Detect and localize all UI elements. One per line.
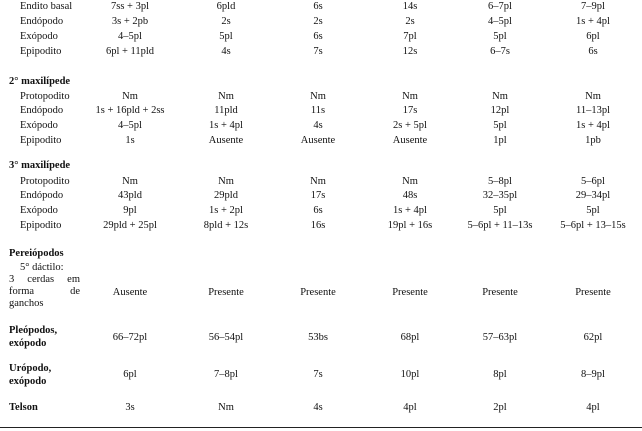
row-label: Epipodito <box>20 135 62 146</box>
table-cell: 48s <box>402 190 418 201</box>
table-cell: Presente <box>392 287 428 298</box>
table-row <box>0 119 642 133</box>
table-row <box>0 331 642 345</box>
table-cell: 43pld <box>118 190 142 201</box>
table-cell: 6s <box>313 31 323 42</box>
table-cell: Ausente <box>300 135 336 146</box>
table-cell: 8pl <box>493 369 507 380</box>
table-cell: 7–8pl <box>214 369 238 380</box>
table-row <box>0 30 642 44</box>
table-cell: 8pld + 12s <box>203 220 249 231</box>
table-cell: 5pl <box>586 205 600 216</box>
table-cell: 10pl <box>400 369 420 380</box>
section-heading-row <box>0 247 642 261</box>
row-label: Endito basal <box>20 1 73 12</box>
table-cell: Ausente <box>112 287 148 298</box>
table-row <box>0 286 642 300</box>
section-title: 3° maxilípede <box>9 160 71 171</box>
table-row <box>0 134 642 148</box>
word: 3 <box>9 274 15 285</box>
table-cell: Nm <box>310 176 326 187</box>
word: de <box>70 286 80 297</box>
table-cell: Nm <box>402 176 418 187</box>
table-cell: Presente <box>575 287 611 298</box>
table-cell: 5pl <box>219 31 233 42</box>
table-cell: 6–7s <box>490 46 510 57</box>
table-cell: 6pld <box>216 1 236 12</box>
table-cell: 57–63pl <box>482 332 518 343</box>
table-cell: 1s + 4pl <box>393 205 427 216</box>
section-title: Telson <box>9 402 38 413</box>
row-label: Endópodo <box>20 16 64 27</box>
row-label: Protopodito <box>20 91 70 102</box>
row-label: Endópodo <box>20 190 64 201</box>
table-cell: 1s <box>125 135 135 146</box>
title-line: Pleópodos, <box>9 325 58 336</box>
table-cell: 11–13pl <box>575 105 611 116</box>
table-cell: 1pb <box>585 135 601 146</box>
table-cell: Nm <box>310 91 326 102</box>
table-cell: 53bs <box>308 332 328 343</box>
table-row <box>0 368 642 382</box>
table-cell: 7pl <box>403 31 417 42</box>
table-cell: Nm <box>218 91 234 102</box>
table-cell: Nm <box>492 91 508 102</box>
row-label: Protopodito <box>20 176 70 187</box>
table-cell: 7ss + 3pl <box>110 1 149 12</box>
table-row <box>0 45 642 59</box>
table-cell: 3s + 2pb <box>111 16 149 27</box>
table-cell: 68pl <box>400 332 420 343</box>
table-cell: Nm <box>402 91 418 102</box>
table-cell: 29–34pl <box>575 190 611 201</box>
table-cell: 6s <box>313 1 323 12</box>
row-label: Exópodo <box>20 120 58 131</box>
table-cell: Presente <box>208 287 244 298</box>
table-cell: 19pl + 16s <box>387 220 433 231</box>
table-cell: 2s <box>221 16 231 27</box>
table-cell: Nm <box>585 91 601 102</box>
table-row <box>0 219 642 233</box>
table-cell: 16s <box>310 220 326 231</box>
table-bottom-rule <box>0 427 642 428</box>
row-label: Endópodo <box>20 105 64 116</box>
table-cell: 66–72pl <box>112 332 148 343</box>
table-cell: 1s + 2pl <box>209 205 243 216</box>
table-cell: 2s + 5pl <box>393 120 427 131</box>
section-title: Pereiópodos <box>9 248 64 259</box>
table-cell: 5pl <box>493 120 507 131</box>
table-row <box>0 90 642 104</box>
table-cell: 6pl <box>586 31 600 42</box>
table-cell: 6pl <box>123 369 137 380</box>
row-label: Exópodo <box>20 31 58 42</box>
table-row <box>0 175 642 189</box>
table-cell: 6pl + 11pld <box>105 46 155 57</box>
table-cell: 2s <box>405 16 415 27</box>
section-title: 2° maxilípede <box>9 76 71 87</box>
table-cell: 3s <box>125 402 135 413</box>
row-label: Epipodito <box>20 220 62 231</box>
table-cell: 6s <box>588 46 598 57</box>
table-cell: Nm <box>122 91 138 102</box>
table-cell: 5–8pl <box>488 176 512 187</box>
word: cerdas <box>27 274 55 285</box>
table-row <box>0 15 642 29</box>
table-cell: 5pl <box>493 205 507 216</box>
table-cell: 2s <box>313 16 323 27</box>
table-cell: 62pl <box>583 332 603 343</box>
table-cell: 12pl <box>490 105 510 116</box>
table-cell: 5pl <box>493 31 507 42</box>
table-cell: Ausente <box>208 135 244 146</box>
table-cell: 32–35pl <box>482 190 518 201</box>
table-cell: 17s <box>310 190 326 201</box>
table-row <box>0 0 642 14</box>
table-cell: 11s <box>310 105 326 116</box>
table-cell: 1pl <box>493 135 507 146</box>
table-cell: 1s + 4pl <box>209 120 243 131</box>
table-cell: 4s <box>313 120 323 131</box>
word: em <box>67 274 80 285</box>
table-cell: Nm <box>218 176 234 187</box>
table-cell: 1s + 16pld + 2ss <box>95 105 165 116</box>
table-cell: 4s <box>221 46 231 57</box>
table-cell: Ausente <box>392 135 428 146</box>
table-cell: 6s <box>313 205 323 216</box>
table-cell: 17s <box>402 105 418 116</box>
table-row <box>0 401 642 415</box>
table-cell: 29pld + 25pl <box>103 220 157 231</box>
table-cell: 4–5pl <box>118 120 142 131</box>
table-cell: 6–7pl <box>488 1 512 12</box>
table-cell: 29pld <box>214 190 238 201</box>
table-cell: Presente <box>482 287 518 298</box>
word: forma <box>9 286 35 297</box>
section-heading-row <box>0 159 642 173</box>
row-label: Epipodito <box>20 46 62 57</box>
table-cell: 5–6pl + 13–15s <box>560 220 626 231</box>
table-cell: 5–6pl + 11–13s <box>467 220 533 231</box>
table-row <box>0 104 642 118</box>
table-cell: 4s <box>313 402 323 413</box>
table-cell: 4pl <box>586 402 600 413</box>
table-cell: 8–9pl <box>581 369 605 380</box>
title-line: exópodo <box>9 338 47 349</box>
title-line: Urópodo, <box>9 363 52 374</box>
table-cell: 11pld <box>214 105 238 116</box>
table-cell: Nm <box>122 176 138 187</box>
table-cell: 4–5pl <box>488 16 512 27</box>
sub-label: 5° dáctilo: <box>20 262 64 273</box>
table-cell: 1s + 4pl <box>576 16 610 27</box>
table-cell: 7–9pl <box>581 1 605 12</box>
table-cell: 56–54pl <box>208 332 244 343</box>
table-cell: 7s <box>313 46 323 57</box>
table-cell: Presente <box>300 287 336 298</box>
row-label: Exópodo <box>20 205 58 216</box>
sub-label-justified <box>9 274 80 286</box>
table-cell: 7s <box>313 369 323 380</box>
table-cell: 12s <box>402 46 418 57</box>
table-cell: 1s + 4pl <box>576 120 610 131</box>
table-cell: 14s <box>402 1 418 12</box>
table-row <box>0 204 642 218</box>
table-cell: 5–6pl <box>581 176 605 187</box>
title-line: exópodo <box>9 376 47 387</box>
section-heading-row <box>0 75 642 89</box>
table-cell: 4–5pl <box>118 31 142 42</box>
table-cell: Nm <box>218 402 234 413</box>
table-cell: 9pl <box>123 205 137 216</box>
table-cell: 4pl <box>403 402 417 413</box>
table-row <box>0 189 642 203</box>
sub-label: ganchos <box>9 298 44 309</box>
table-cell: 2pl <box>493 402 507 413</box>
